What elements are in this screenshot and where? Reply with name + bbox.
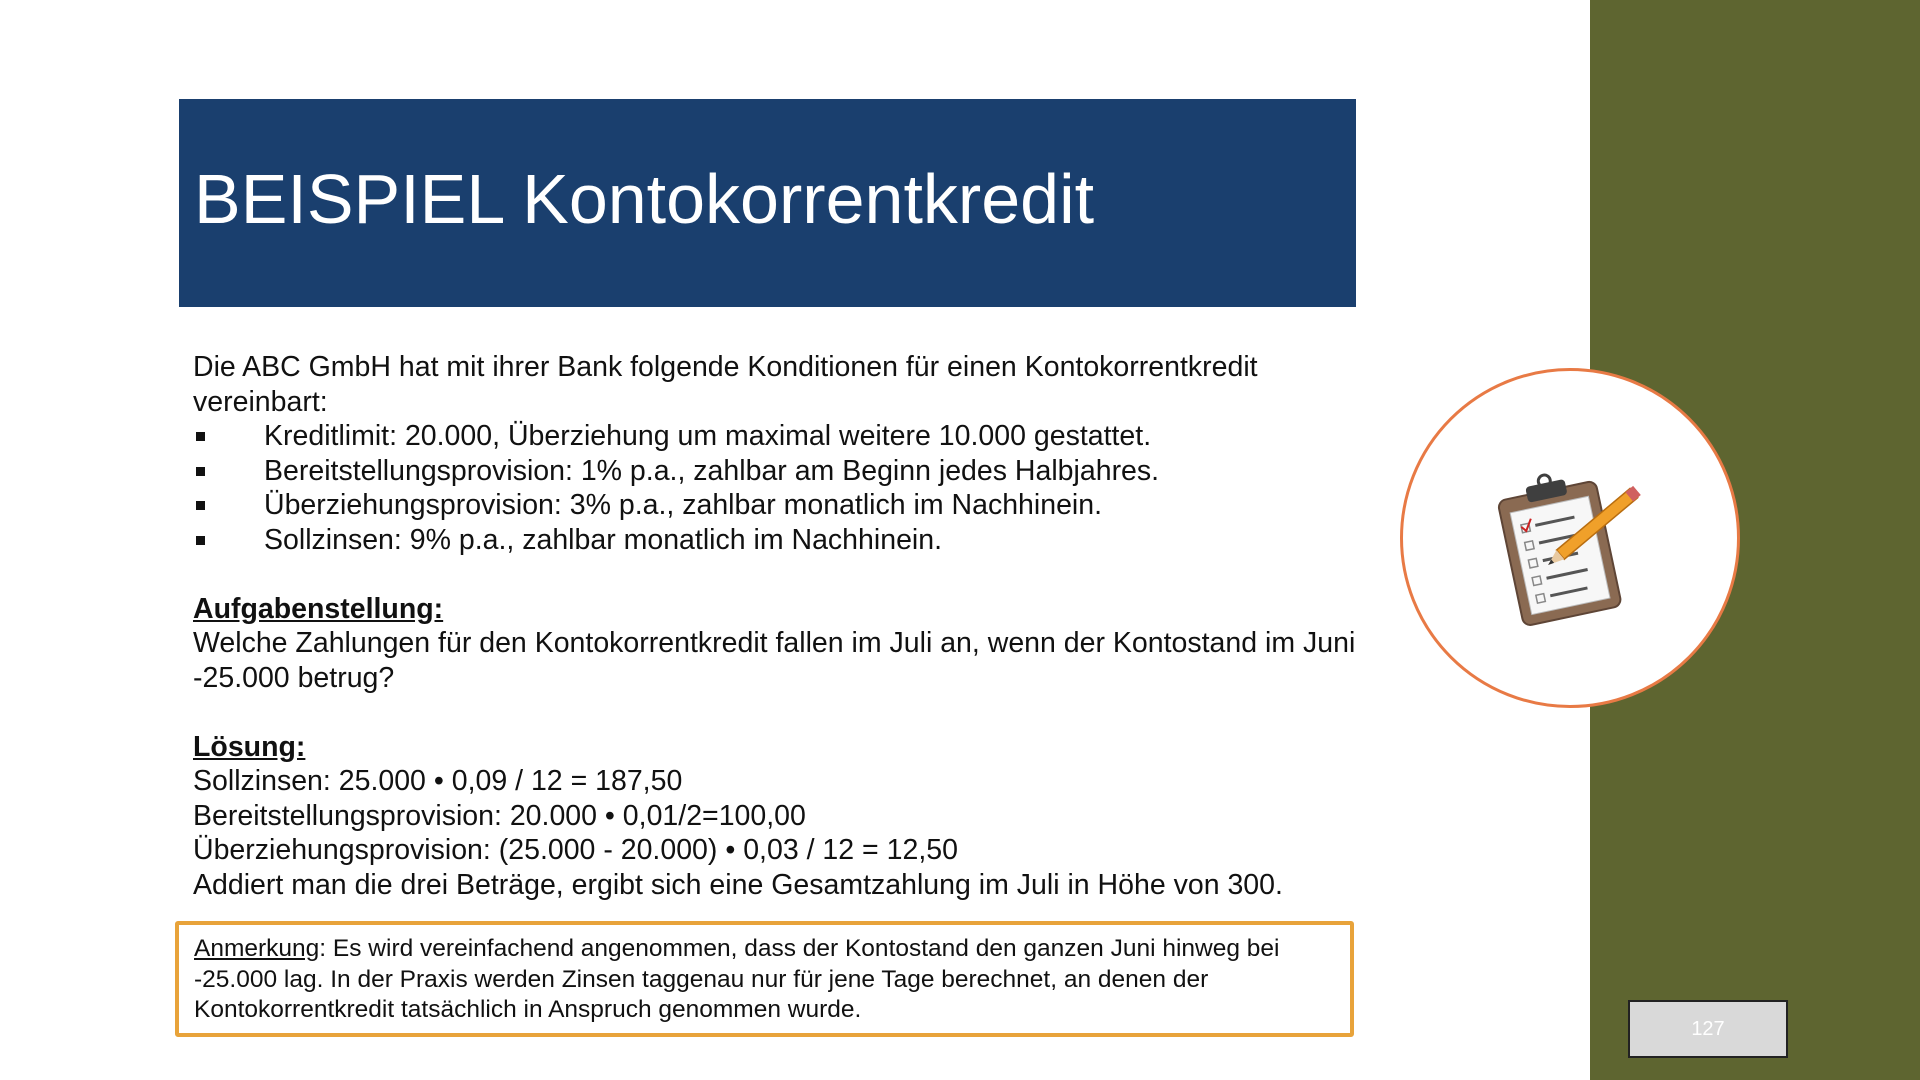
task-heading: Aufgabenstellung: xyxy=(193,592,444,625)
solution-line: Addiert man die drei Beträge, ergibt sich eine Gesamtzahlung im Juli in Höhe von 300. xyxy=(193,868,1283,901)
page-number: 127 xyxy=(1628,1000,1788,1058)
illustration-badge xyxy=(1400,368,1740,708)
note-label: Anmerkung xyxy=(194,935,320,962)
title-bar xyxy=(179,99,1356,307)
bullet-icon xyxy=(196,467,205,476)
solution-line: Sollzinsen: 25.000 • 0,09 / 12 = 187,50 xyxy=(193,765,683,797)
body-text xyxy=(193,350,1363,902)
slide-title: BEISPIEL Kontokorrentkredit xyxy=(194,160,1095,238)
condition-text: Überziehungsprovision: 3% p.a., zahlbar monatlich im Nachhinein. xyxy=(264,489,1103,521)
spacer xyxy=(193,557,1363,592)
bullet-icon xyxy=(196,501,205,510)
condition-item xyxy=(193,419,1363,454)
condition-text: Sollzinsen: 9% p.a., zahlbar monatlich im Nachhinein. xyxy=(264,523,943,556)
clipboard-checklist-pencil-icon xyxy=(1481,459,1661,629)
solution-line: Bereitstellungsprovision: 20.000 • 0,01/2=100,00 xyxy=(193,799,806,832)
note-text: : Es wird vereinfachend angenommen, dass der Kontostand den ganzen Juni hinweg bei -25.000 lag. In der Praxis werden Zinsen taggenau nur für jene Tage berechnet, an denen der Kontokorrentkredit tatsächlich in Anspruch genommen wurde. xyxy=(194,935,1280,1023)
condition-item xyxy=(193,488,1363,523)
intro-paragraph: Die ABC GmbH hat mit ihrer Bank folgende Konditionen für einen Kontokorrentkredit vereinbart: xyxy=(193,351,1258,418)
task-text: Welche Zahlungen für den Kontokorrentkredit fallen im Juli an, wenn der Kontostand im Juni -25.000 betrug? xyxy=(193,627,1356,694)
condition-text: Kreditlimit: 20.000, Überziehung um maximal weitere 10.000 gestattet. xyxy=(264,420,1152,452)
condition-item xyxy=(193,523,1363,558)
note-box xyxy=(175,921,1354,1037)
spacer xyxy=(193,695,1363,730)
bullet-icon xyxy=(196,432,205,441)
solution-heading: Lösung: xyxy=(193,730,306,763)
solution-line: Überziehungsprovision: (25.000 - 20.000) • 0,03 / 12 = 12,50 xyxy=(193,834,958,866)
bullet-icon xyxy=(196,536,205,545)
condition-item xyxy=(193,454,1363,489)
condition-text: Bereitstellungsprovision: 1% p.a., zahlbar am Beginn jedes Halbjahres. xyxy=(264,454,1160,487)
conditions-list xyxy=(193,419,1363,557)
